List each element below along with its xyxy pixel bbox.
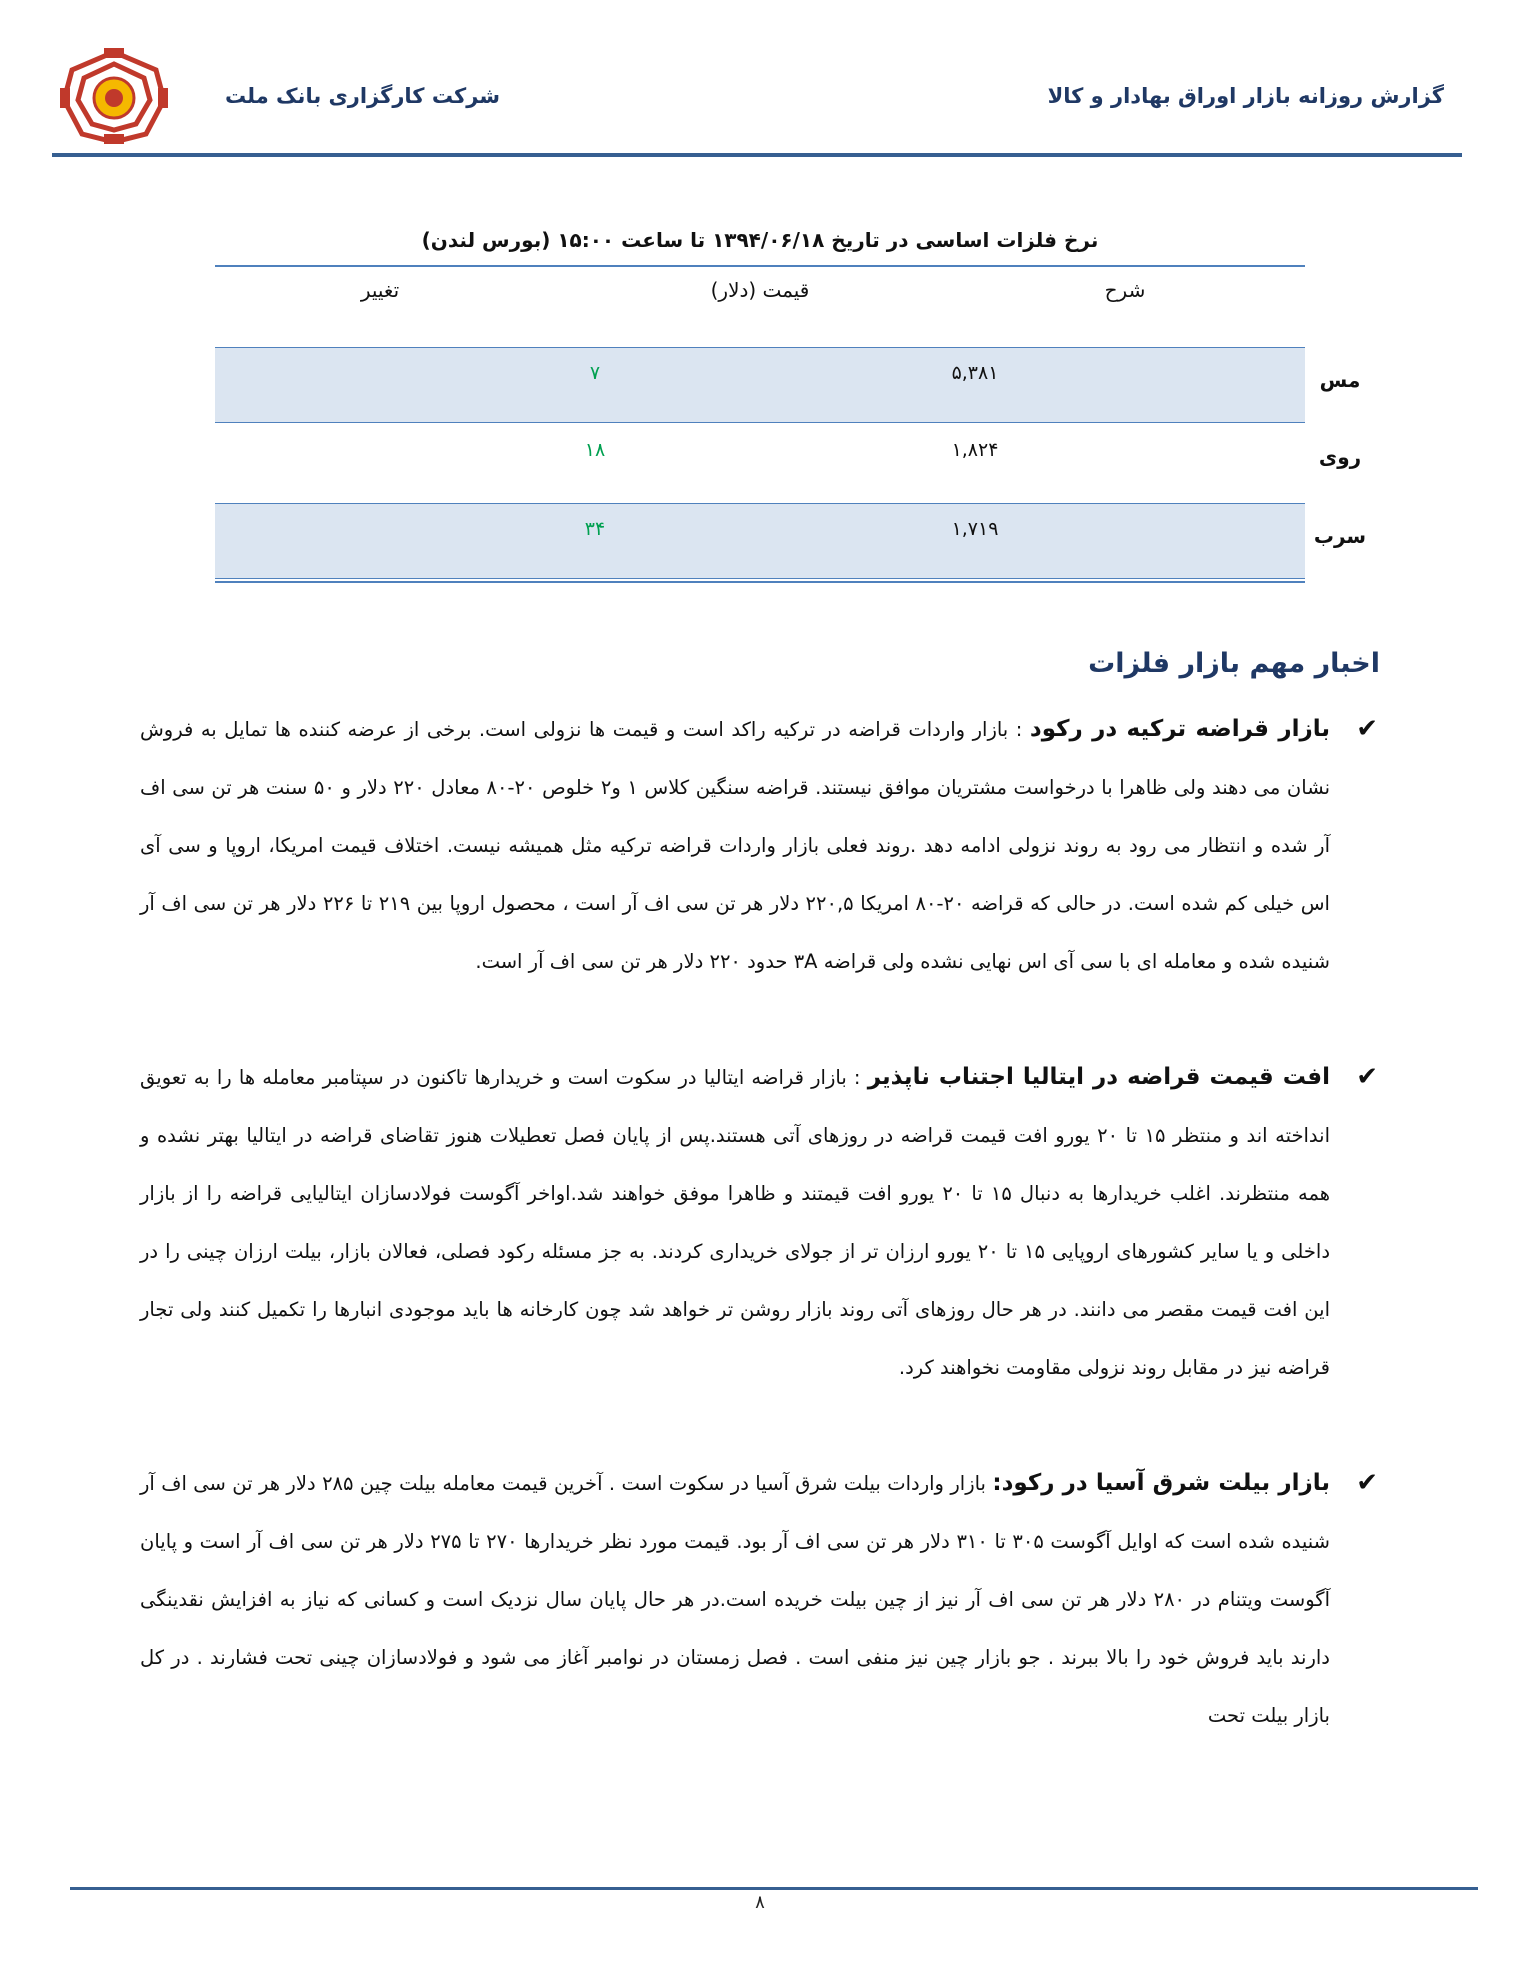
metal-change: ۳۴ <box>584 518 606 540</box>
news-text: : بازار واردات قراضه در ترکیه راکد است و قیمت ها نزولی است. برخی از عرضه کننده ها تمایل به فروش نشان می دهند ولی ظاهرا با درخواست مشتریان موافق نیستند. قراضه سنگین کلاس ۱ و۲ خلوص ۲۰-۸۰ معادل ۲۲۰ دلار و ۵۰ سنت هر تن سی اف آر شده و انتظار می رود به روند نزولی ادامه دهد .روند فعلی بازار واردات قراضه ترکیه مثل همیشه نیست. اختلاف قیمت امریکا، اروپا و سی آی اس خیلی کم شده است. در حالی که قراضه ۲۰-۸۰ امریکا ۲۲۰,۵ دلار هر تن سی اف آر است ، محصول اروپا بین ۲۱۹ تا ۲۲۶ دلار هر تن سی اف آر شنیده شده و معامله ای با سی آی اس نهایی نشده ولی قراضه ۳A حدود ۲۲۰ دلار هر تن سی اف آر است. <box>140 718 1331 973</box>
news-text: : بازار قراضه ایتالیا در سکوت است و خریدارها تاکنون در سپتامبر معامله ها را به تعویق انداخته اند و منتظر ۱۵ تا ۲۰ یورو افت قیمت قراضه در روزهای آتی هستند.پس از پایان فصل تعطیلات هنوز تقاضای قراضه در ایتالیا بهتر نشده و همه منتظرند. اغلب خریدارها به دنبال ۱۵ تا ۲۰ یورو افت قیمتند و ظاهرا موفق خواهند شد.اواخر آگوست فولادسازان ایتالیایی قراضه را از بازار داخلی و یا سایر کشورهای اروپایی ۱۵ تا ۲۰ یورو ارزان تر از جولای خریداری کردند. به جز مسئله رکود فصلی، فعالان بازار، بیلت ارزان چینی را در این افت قیمت مقصر می دانند. در هر حال روزهای آتی روند بازار روشن تر خواهد شد چون کارخانه ها باید موجودی انبارها را تکمیل کنند ولی تجار قراضه نیز در مقابل روند نزولی مقاومت نخواهند کرد. <box>140 1066 1331 1379</box>
news-item <box>140 1048 1378 1397</box>
table-caption: نرخ فلزات اساسی در تاریخ ۱۳۹۴/۰۶/۱۸ تا ساعت ۱۵:۰۰ (بورس لندن) <box>421 228 1099 252</box>
table-bottom-border <box>215 581 1305 583</box>
metal-change: ۷ <box>589 362 601 384</box>
metal-price: ۵,۳۸۱ <box>951 362 999 384</box>
column-header-change: تغییر <box>360 278 400 302</box>
news-heading: اخبار مهم بازار فلزات <box>1088 648 1380 679</box>
report-title: گزارش روزانه بازار اوراق بهادار و کالا <box>1047 84 1444 108</box>
table-row <box>215 503 1367 579</box>
checkmark-icon: ✔ <box>1356 714 1378 744</box>
header-divider <box>52 153 1462 157</box>
news-title: بازار قراضه ترکیه در رکود <box>1029 716 1330 742</box>
news-title: افت قیمت قراضه در ایتالیا اجتناب ناپذیر <box>867 1064 1330 1090</box>
metal-change: ۱۸ <box>584 439 606 461</box>
metal-name: سرب <box>1313 524 1367 548</box>
column-header-price: قیمت (دلار) <box>710 278 810 302</box>
footer-divider <box>70 1887 1478 1890</box>
news-text: بازار واردات بیلت شرق آسیا در سکوت است . آخرین قیمت معامله بیلت چین ۲۸۵ دلار هر تن سی اف آر شنیده شده است که اوایل آگوست ۳۰۵ تا ۳۱۰ دلار هر تن سی اف آر بود. قیمت مورد نظر خریدارها ۲۷۰ تا ۲۷۵ دلار هر تن سی اف آر است و پایان آگوست ویتنام در ۲۸۰ دلار هر تن سی اف آر نیز از چین بیلت خریده است.در هر حال پایان سال نزدیک است و کسانی که نیاز به افزایش نقدینگی دارند باید فروش خود را بالا ببرند . جو بازار چین نیز منفی است . فصل زمستان در نوامبر آغاز می شود و فولادسازان چینی تحت فشارند . در کل بازار بیلت تحت <box>140 1472 1331 1727</box>
table-row <box>215 425 1362 501</box>
metal-price: ۱,۷۱۹ <box>951 518 999 540</box>
company-name: شرکت کارگزاری بانک ملت <box>224 84 500 108</box>
table-row <box>215 347 1361 423</box>
metal-price: ۱,۸۲۴ <box>951 439 999 461</box>
metal-name: مس <box>1319 368 1361 392</box>
checkmark-icon: ✔ <box>1356 1468 1378 1498</box>
news-title: بازار بیلت شرق آسیا در رکود: <box>992 1470 1330 1496</box>
column-header-name: شرح <box>1104 278 1146 302</box>
news-item <box>140 1454 1378 1745</box>
company-logo <box>60 48 168 144</box>
metal-name: روی <box>1318 445 1362 469</box>
page-number: ۸ <box>755 1892 765 1913</box>
news-item <box>140 700 1378 991</box>
table-top-border <box>215 265 1305 267</box>
checkmark-icon: ✔ <box>1356 1062 1378 1092</box>
